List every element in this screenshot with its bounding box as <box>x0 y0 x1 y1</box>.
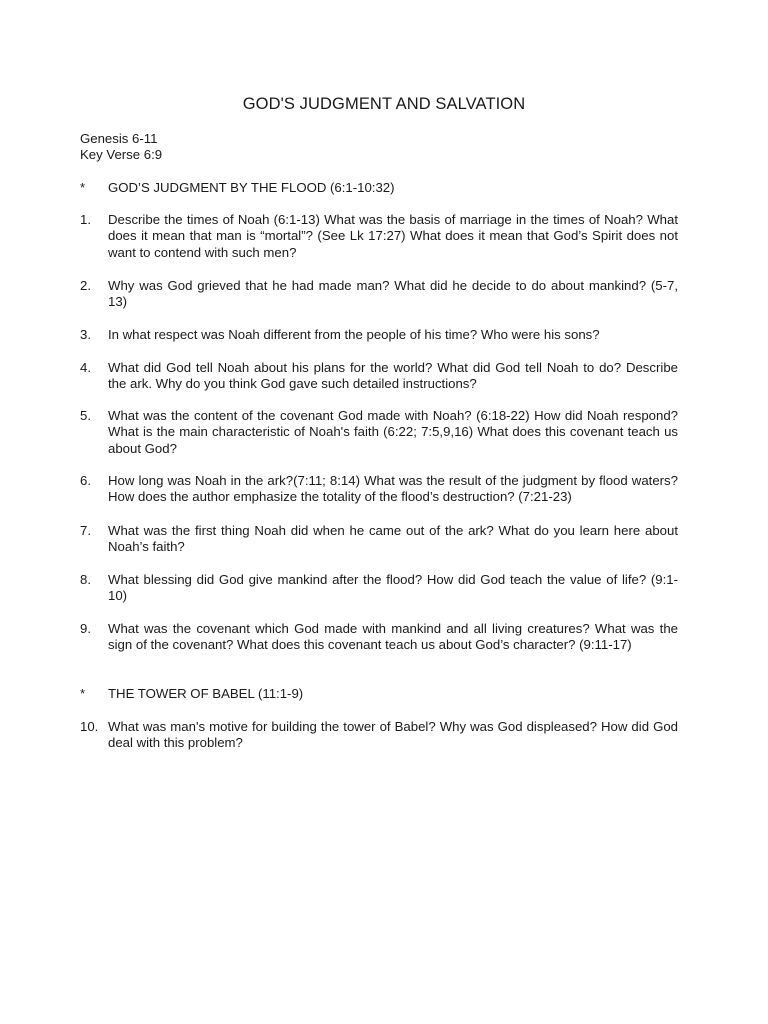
scripture-reference <box>80 131 162 164</box>
question-number: 8. <box>80 572 91 587</box>
question-text: What did God tell Noah about his plans for the world? What did God tell Noah to do? Describe the ark. Why do you think God gave such detailed instructions? <box>108 360 678 392</box>
question-item <box>80 719 678 752</box>
question-text: How long was Noah in the ark?(7:11; 8:14) What was the result of the judgment by flood waters? How does the author emphasize the totality of the flood’s destruction? (7:21-23) <box>108 473 678 505</box>
question-item <box>80 327 678 343</box>
question-number: 10. <box>80 719 99 734</box>
question-number: 7. <box>80 523 91 538</box>
question-number: 4. <box>80 360 91 375</box>
bullet-marker: * <box>80 686 86 701</box>
question-text: What was the covenant which God made with mankind and all living creatures? What was the sign of the covenant? What does this covenant teach us about God’s character? (9:11-17) <box>108 621 678 653</box>
question-item <box>80 278 678 311</box>
section-heading-flood <box>80 180 678 196</box>
bullet-marker: * <box>80 180 86 195</box>
question-item <box>80 523 678 556</box>
question-item <box>80 360 678 393</box>
question-text: What was man's motive for building the tower of Babel? Why was God displeased? How did God deal with this problem? <box>108 719 678 751</box>
question-item <box>80 212 678 261</box>
question-text: What was the first thing Noah did when he came out of the ark? What do you learn here about Noah’s faith? <box>108 523 678 555</box>
question-item <box>80 572 678 605</box>
section-heading-text: THE TOWER OF BABEL (11:1-9) <box>108 686 304 701</box>
question-number: 3. <box>80 327 91 342</box>
question-number: 9. <box>80 621 91 636</box>
passage-reference: Genesis 6-11 <box>80 131 158 146</box>
question-item <box>80 621 678 654</box>
question-text: What blessing did God give mankind after the flood? How did God teach the value of life? (9:1-10) <box>108 572 678 604</box>
question-text: In what respect was Noah different from the people of his time? Who were his sons? <box>108 327 600 342</box>
question-number: 2. <box>80 278 91 293</box>
page-title: GOD'S JUDGMENT AND SALVATION <box>242 95 526 113</box>
question-text: Why was God grieved that he had made man? What did he decide to do about mankind? (5-7, 13) <box>108 278 678 310</box>
question-text: Describe the times of Noah (6:1-13) What was the basis of marriage in the times of Noah? What does it mean that man is “mortal”? (See Lk 17:27) What does it mean that God’s Spirit does not want to contend with such men? <box>108 212 678 260</box>
question-number: 5. <box>80 408 91 423</box>
question-number: 1. <box>80 212 91 227</box>
question-item <box>80 408 678 457</box>
key-verse: Key Verse 6:9 <box>80 147 163 163</box>
question-item <box>80 473 678 506</box>
question-number: 6. <box>80 473 91 488</box>
section-heading-babel <box>80 686 678 702</box>
question-text: What was the content of the covenant God made with Noah? (6:18-22) How did Noah respond? What is the main characteristic of Noah's faith (6:22; 7:5,9,16) What does this covenant teach us about God? <box>108 408 678 456</box>
section-heading-text: GOD’S JUDGMENT BY THE FLOOD (6:1-10:32) <box>108 180 395 195</box>
